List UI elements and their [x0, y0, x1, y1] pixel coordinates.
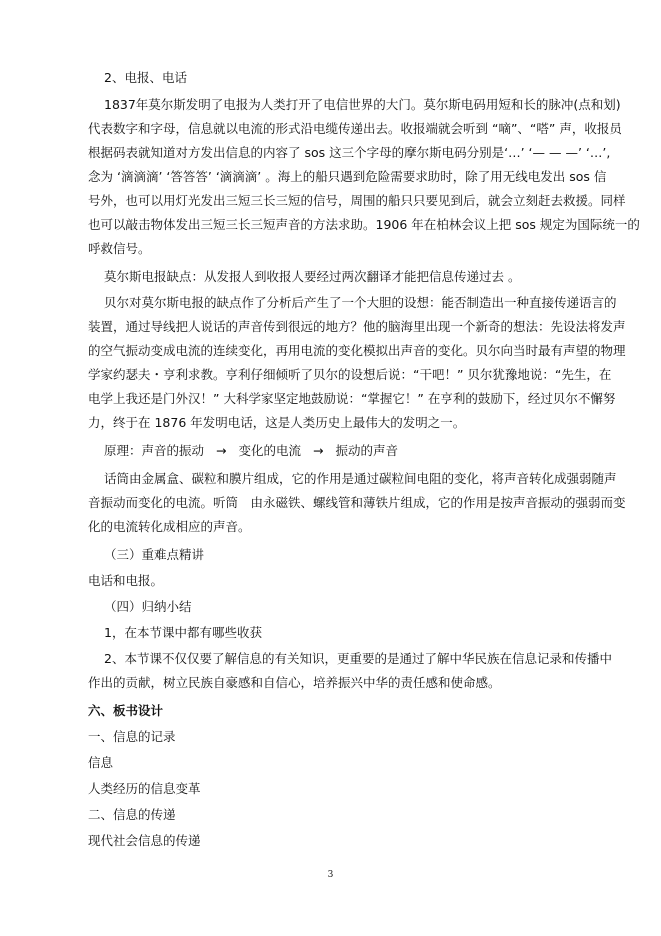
section-key-points: （三）重难点精讲 — [104, 547, 205, 562]
paragraph-morse-line-7: 呼救信号。 — [88, 241, 151, 256]
paragraph-morse-line-1: 1837年莫尔斯发明了电报为人类打开了电信世界的大门。莫尔斯电码用短和长的脉冲(点和划) — [104, 97, 621, 112]
board-item-5: 现代社会信息的传递 — [88, 833, 201, 848]
arrow-right-icon: → — [312, 443, 324, 458]
paragraph-morse-drawback: 莫尔斯电报缺点：从发报人到收报人要经过两次翻译才能把信息传递过去 。 — [104, 269, 521, 284]
paragraph-bell-line-2: 装置，通过导线把人说话的声音传到很远的地方？他的脑海里出现一个新奇的想法：先设法将发声 — [88, 319, 626, 334]
paragraph-phone-line-2: 音振动而变化的电流。听筒 由永磁铁、螺线管和薄铁片组成，它的作用是按声音振动的强弱而变 — [88, 495, 626, 510]
principle-line — [104, 443, 588, 459]
board-item-4: 二、信息的传递 — [88, 807, 176, 822]
board-item-1: 一、信息的记录 — [88, 729, 176, 744]
paragraph-bell-line-1: 贝尔对莫尔斯电报的缺点作了分析后产生了一个大胆的设想：能否制造出一种直接传递语言的 — [104, 295, 617, 310]
paragraph-morse-line-6: 也可以敲击物体发出三短三长三短声音的方法求助。1906 年在柏林会议上把 sos 规定为国际统一的 — [88, 217, 640, 232]
board-item-2: 信息 — [88, 755, 114, 770]
principle-middle: 变化的电流 — [238, 443, 301, 458]
paragraph-phone-line-1: 话筒由金属盒、碳粒和膜片组成，它的作用是通过碳粒间电阻的变化，将声音转化成强弱随声 — [104, 471, 617, 486]
summary-item-2-line-2: 作出的贡献，树立民族自豪感和自信心，培养振兴中华的责任感和使命感。 — [88, 675, 501, 690]
board-item-3: 人类经历的信息变革 — [88, 781, 201, 796]
paragraph-bell-line-6: 力，终于在 1876 年发明电话，这是人类历史上最伟大的发明之一。 — [88, 415, 466, 430]
paragraph-phone-line-3: 化的电流转化成相应的声音。 — [88, 519, 251, 534]
paragraph-bell-line-5: 电学上我还是门外汉！” 大科学家坚定地鼓励说：“掌握它！” 在亨利的鼓励下，经过贝尔不懈努 — [88, 391, 616, 406]
page-number: 3 — [327, 870, 334, 880]
principle-end: 振动的声音 — [335, 443, 398, 458]
principle-label: 原理：声音的振动 — [104, 443, 205, 458]
summary-item-1: 1，在本节课中都有哪些收获 — [104, 625, 262, 640]
paragraph-morse-line-5: 号外，也可以用灯光发出三短三长三短的信号，周围的船只只要见到后，就会立刻赶去救援。同样 — [88, 193, 626, 208]
paragraph-bell-line-3: 的空气振动变成电流的连续变化，再用电流的变化模拟出声音的变化。贝尔向当时最有声望的物理 — [88, 343, 626, 358]
paragraph-morse-line-4: 念为 ‘滴滴滴’ ‘答答答’ ‘滴滴滴’ 。海上的船只遇到危险需要求助时，除了用无线电发出 sos 信 — [88, 169, 607, 184]
board-design-title: 六、板书设计 — [88, 703, 164, 718]
arrow-right-icon: → — [216, 443, 227, 458]
section-summary: （四）归纳小结 — [104, 599, 192, 614]
paragraph-morse-line-2: 代表数字和字母，信息就以电流的形式沿电缆传递出去。收报端就会听到 “嘀”、“嗒” 声，收报员 — [88, 121, 622, 136]
paragraph-morse-line-3: 根据码表就知道对方发出信息的内容了 sos 这三个字母的摩尔斯电码分别是‘…’ ‘— — —’ ‘…’, — [88, 145, 611, 160]
paragraph-bell-line-4: 学家约瑟夫・亨利求教。亨利仔细倾听了贝尔的设想后说：“干吧！” 贝尔犹豫地说：“先生，在 — [88, 367, 612, 382]
summary-item-2-line-1: 2、本节课不仅仅要了解信息的有关知识，更重要的是通过了解中华民族在信息记录和传播中 — [104, 651, 612, 666]
heading-telegraph: 2、电报、电话 — [104, 70, 187, 85]
section-key-points-body: 电话和电报。 — [88, 573, 164, 588]
